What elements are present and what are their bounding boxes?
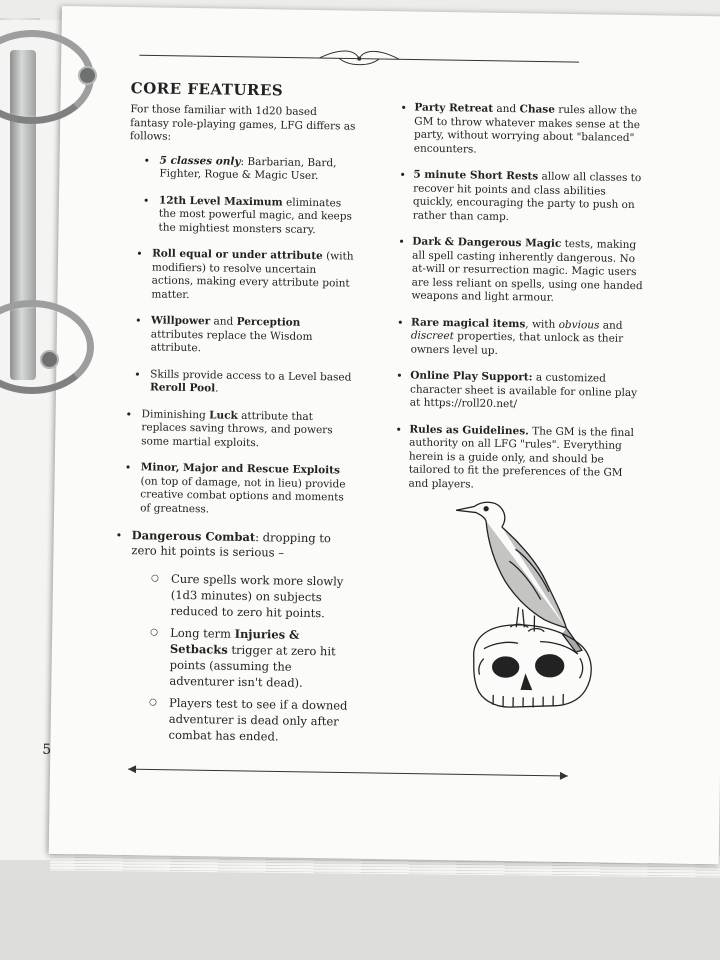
sub-list-item: ○ Long term Injuries & Setbacks trigger at zero hit points (assuming the adventurer isn't dead). xyxy=(149,624,350,691)
list-item: • Rare magical items, with obvious and discreet properties, that unlock as their owners level up. xyxy=(397,316,648,360)
list-item: • Minor, Major and Rescue Exploits (on top of damage, not in lieu) provide creative combat options and moments of greatness. xyxy=(124,461,353,519)
list-item: • 12th Level Maximum eliminates the most powerful magic, and keeps the mightiest monsters scary. xyxy=(142,194,357,238)
list-item: • 5 minute Short Rests allow all classes to recover hit points and class abilities quickly, encouraging the party to push on rather than camp. xyxy=(399,168,650,226)
page-number: 5 xyxy=(42,741,52,758)
sub-list xyxy=(148,570,351,745)
punch-hole-top xyxy=(78,66,97,85)
section-heading: CORE FEATURES xyxy=(130,79,284,100)
list-item: • Roll equal or under attribute (with modifiers) to resolve uncertain actions, making every attribute point matter. xyxy=(135,247,356,304)
list-item: • Party Retreat and Chase rules allow the GM to throw whatever makes sense at the party, without worrying about "balanced" encounters. xyxy=(400,101,651,159)
crow-on-skull-icon xyxy=(443,498,616,716)
sub-list-item: ○ Players test to see if a downed adventurer is dead only after combat has ended. xyxy=(148,694,349,745)
list-item: • Rules as Guidelines. The GM is the final authority on all LFG "rules". Everything herein is a guide only, and should be tailored to fit the preferences of the GM and players. xyxy=(394,423,645,494)
list-item: • Online Play Support: a customized character sheet is available for online play at https://roll20.net/ xyxy=(396,369,647,413)
left-bullet-list xyxy=(120,154,357,746)
punch-hole-bottom xyxy=(40,350,59,369)
list-item: • 5 classes only: Barbarian, Bard, Fighter, Rogue & Magic User. xyxy=(143,154,357,184)
list-item: • Dark & Dangerous Magic tests, making all spell casting inherently dangerous. No at-will or resurrection magic. Magic users are less reliant on spells, using one handed weapons and light armour. xyxy=(397,235,648,306)
list-item: • Skills provide access to a Level based Reroll Pool. xyxy=(134,368,354,398)
divider-flourish-icon xyxy=(139,45,579,72)
divider-flourish-icon xyxy=(128,759,568,786)
right-column xyxy=(394,101,650,507)
right-bullet-list xyxy=(394,101,650,494)
intro-text: For those familiar with 1d20 based fantasy role-playing games, LFG differs as follows: xyxy=(129,103,356,143)
rulebook-page xyxy=(42,6,720,864)
left-column xyxy=(120,103,358,759)
list-item: • Diminishing Luck attribute that replaces saving throws, and powers some martial exploits. xyxy=(125,408,354,452)
list-item: • Willpower and Perception attributes replace the Wisdom attribute. xyxy=(135,314,356,358)
sub-list-item: ○ Cure spells work more slowly (1d3 minutes) on subjects reduced to zero hit points. xyxy=(150,570,351,621)
list-item: • Dangerous Combat: dropping to zero hit points is serious – ○ Cure spells work more slowly (1d3 minutes) on subjects reduced to zero hit points. ○ Long term Injuries & Setbacks trigger at zero hit points (assuming the adventurer isn't dead). ○ Players test to see if a downed adventurer is dead only after combat has ended. xyxy=(112,528,351,746)
